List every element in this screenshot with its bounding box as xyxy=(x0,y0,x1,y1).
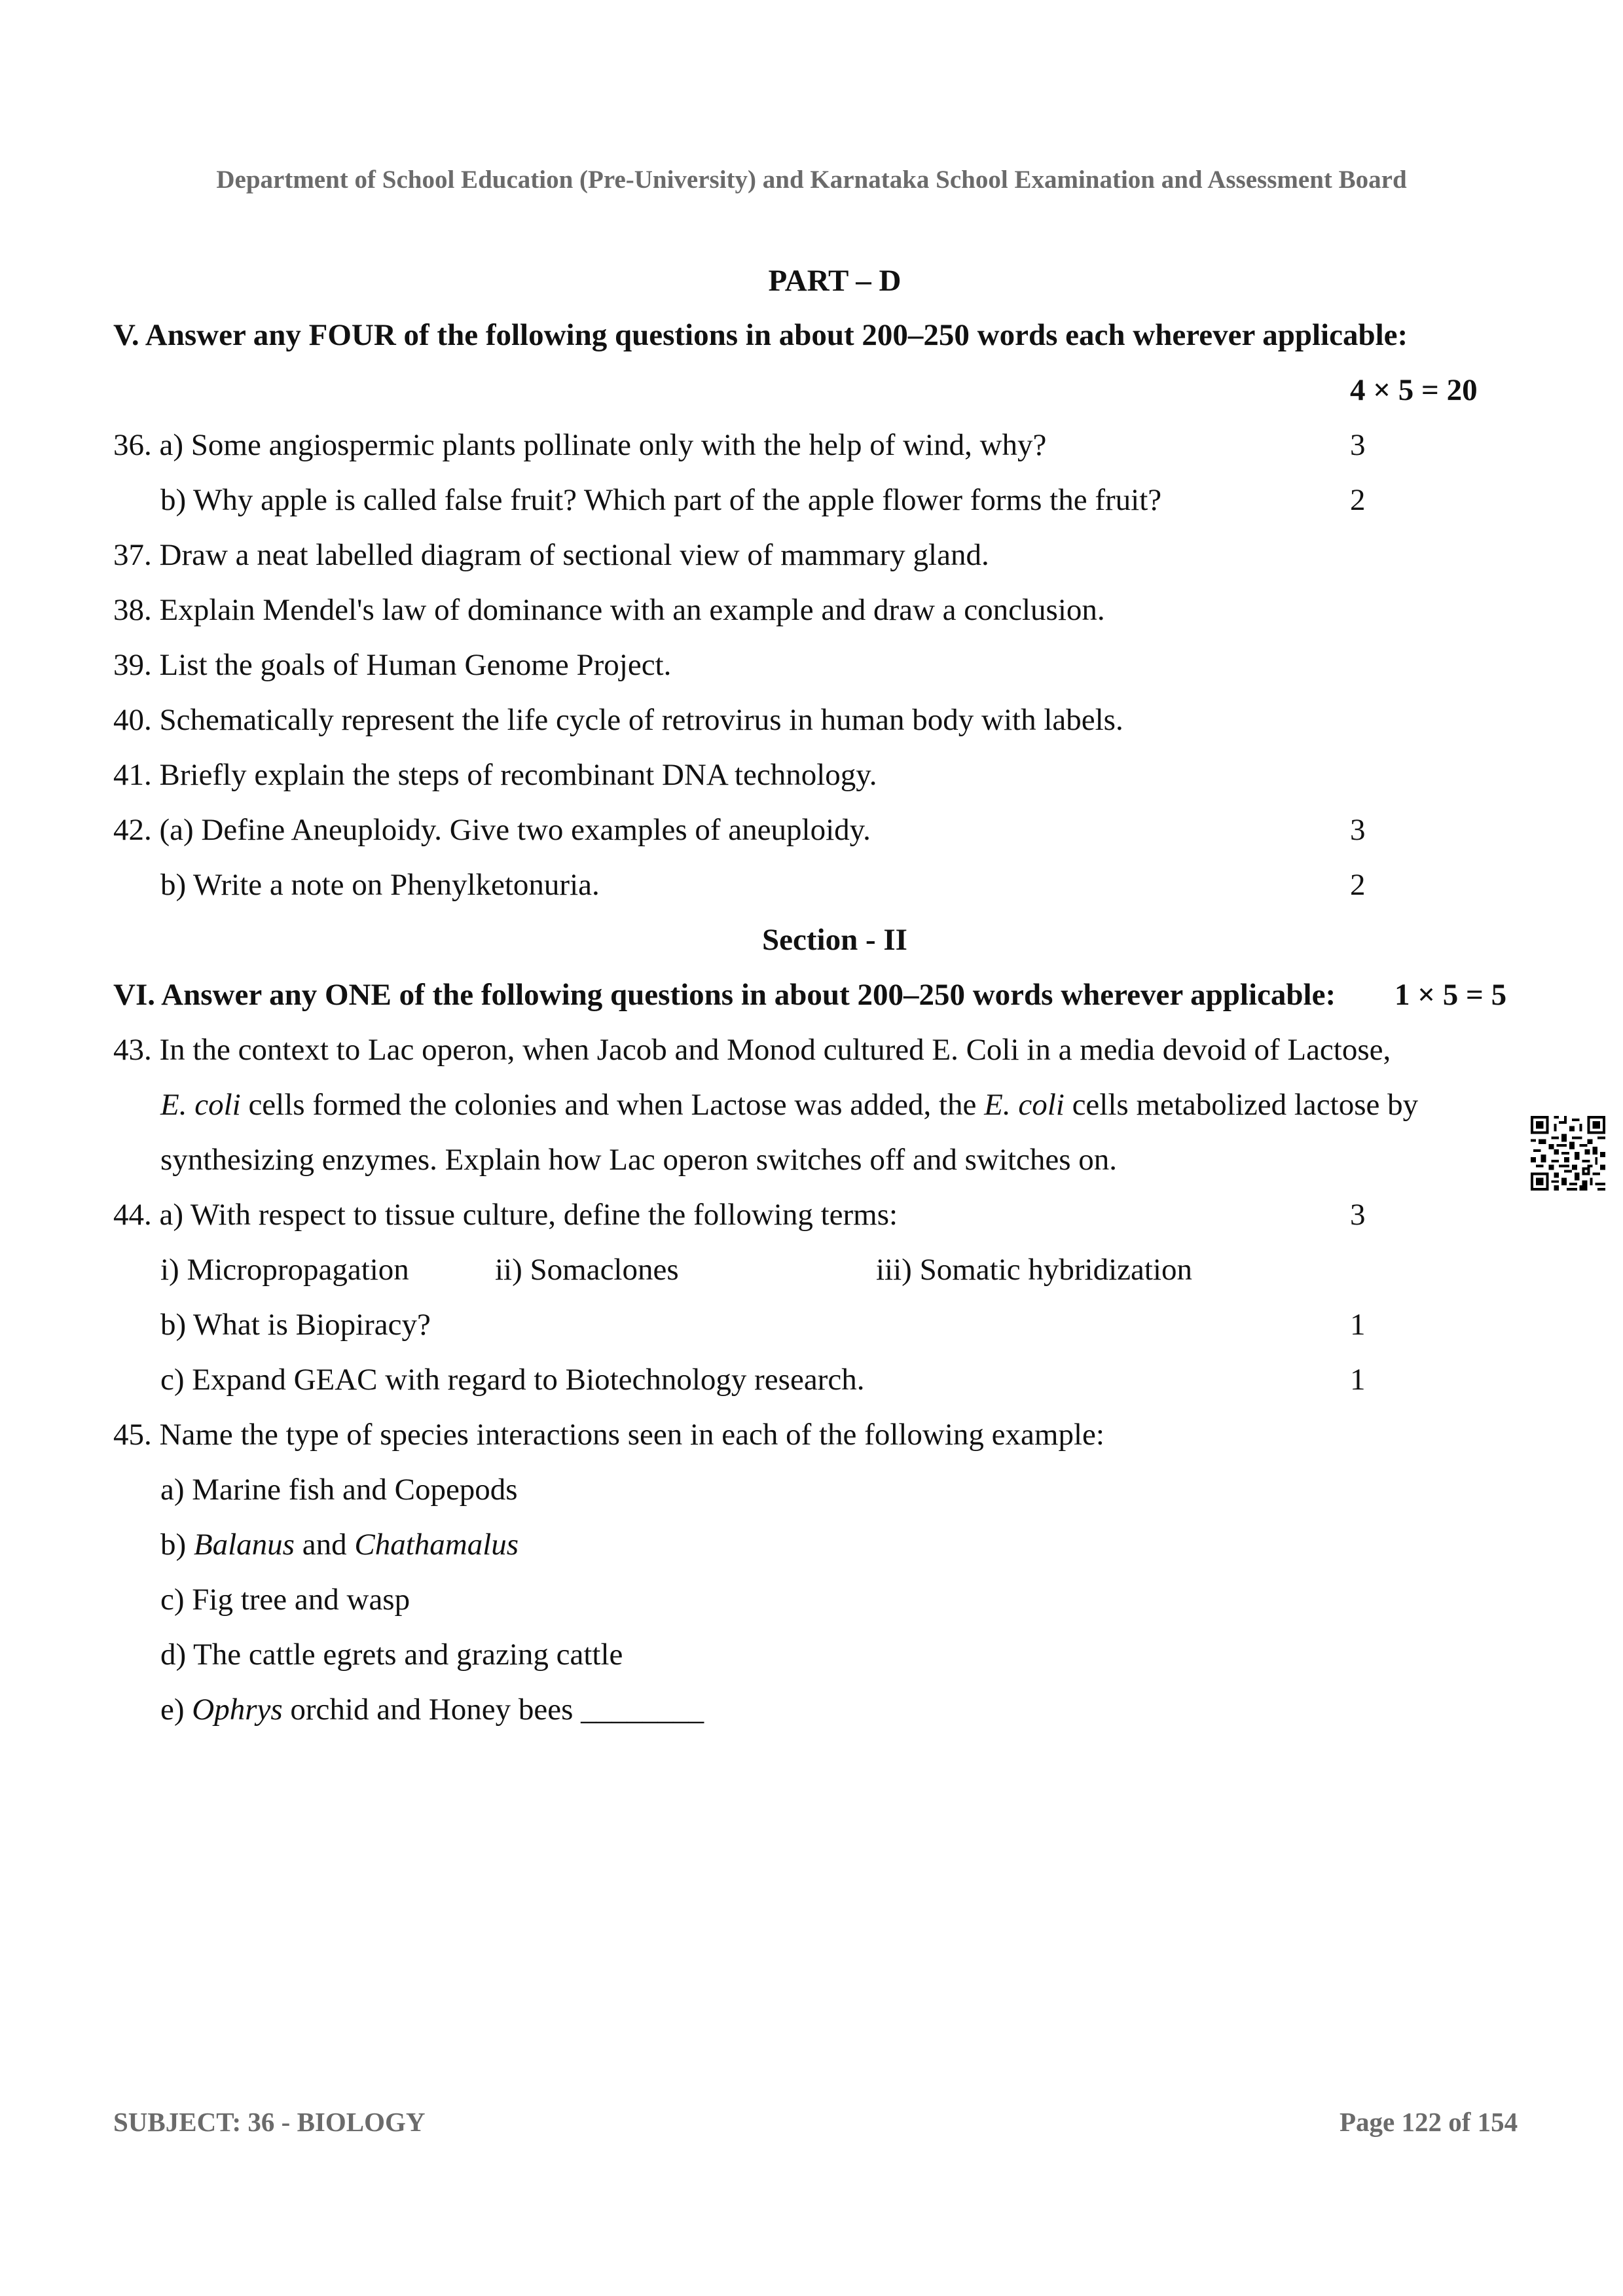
question-41: 41. Briefly explain the steps of recombinant DNA technology. xyxy=(113,758,877,792)
question-45c: c) Fig tree and wasp xyxy=(160,1583,410,1617)
question-40: 40. Schematically represent the life cycle of retrovirus in human body with labels. xyxy=(113,703,1123,737)
section-2-instruction: VI. Answer any ONE of the following questions in about 200–250 words wherever applicable: xyxy=(113,978,1336,1012)
section-2-title: Section - II xyxy=(762,923,907,957)
question-45d: d) The cattle egrets and grazing cattle xyxy=(160,1638,623,1672)
footer-subject: SUBJECT: 36 - BIOLOGY xyxy=(113,2107,426,2137)
part-d-instruction: V. Answer any FOUR of the following questions in about 200–250 words each wherever applicable: xyxy=(113,318,1408,352)
question-45a: a) Marine fish and Copepods xyxy=(160,1473,518,1507)
question-36b-marks: 2 xyxy=(1350,483,1366,517)
term-micropropagation: i) Micropropagation xyxy=(160,1253,409,1287)
part-d-title: PART – D xyxy=(768,264,902,298)
question-44a: 44. a) With respect to tissue culture, define the following terms: xyxy=(113,1198,898,1232)
species-chathamalus: Chathamalus xyxy=(354,1528,519,1562)
question-43-line-2-text-b: cells metabolized lactose by xyxy=(1064,1088,1419,1122)
question-43-line-1: 43. In the context to Lac operon, when Jacob and Monod cultured E. Coli in a media devoid of Lactose, xyxy=(113,1033,1391,1067)
question-45e xyxy=(160,1692,704,1727)
page-header: Department of School Education (Pre-University) and Karnataka School Examination and Assessment Board xyxy=(216,166,1407,194)
species-ecoli-1: E. coli xyxy=(160,1088,241,1122)
qr-code-icon xyxy=(1531,1116,1605,1191)
question-45-stem: 45. Name the type of species interactions seen in each of the following example: xyxy=(113,1418,1104,1452)
question-44c: c) Expand GEAC with regard to Biotechnology research. xyxy=(160,1363,865,1397)
question-42a: 42. (a) Define Aneuploidy. Give two examples of aneuploidy. xyxy=(113,813,871,847)
question-43-line-2-text-a: cells formed the colonies and when Lactose was added, the xyxy=(240,1088,985,1122)
question-43-line-3: synthesizing enzymes. Explain how Lac operon switches off and switches on. xyxy=(160,1143,1118,1177)
question-45b-and: and xyxy=(294,1528,355,1562)
question-44b: b) What is Biopiracy? xyxy=(160,1308,431,1342)
question-42b-marks: 2 xyxy=(1350,868,1366,902)
question-45b xyxy=(160,1527,519,1562)
species-balanus: Balanus xyxy=(193,1528,295,1562)
question-43-line-2 xyxy=(160,1087,1418,1122)
question-45e-prefix: e) xyxy=(160,1693,192,1727)
question-44a-marks: 3 xyxy=(1350,1198,1366,1232)
question-36b: b) Why apple is called false fruit? Which part of the apple flower forms the fruit? xyxy=(160,483,1162,517)
term-somaclones: ii) Somaclones xyxy=(495,1253,679,1287)
part-d-marks-total: 4 × 5 = 20 xyxy=(1350,373,1478,407)
question-45b-prefix: b) xyxy=(160,1528,194,1562)
footer-page-number: Page 122 of 154 xyxy=(1340,2107,1518,2137)
question-39: 39. List the goals of Human Genome Project. xyxy=(113,648,672,682)
species-ecoli-2: E. coli xyxy=(984,1088,1065,1122)
question-45e-rest: orchid and Honey bees ________ xyxy=(282,1693,704,1727)
question-37: 37. Draw a neat labelled diagram of sectional view of mammary gland. xyxy=(113,538,989,572)
question-36a-marks: 3 xyxy=(1350,428,1366,462)
term-somatic-hybridization: iii) Somatic hybridization xyxy=(876,1253,1192,1287)
question-42a-marks: 3 xyxy=(1350,813,1366,847)
question-42b: b) Write a note on Phenylketonuria. xyxy=(160,868,600,902)
question-44c-marks: 1 xyxy=(1350,1363,1366,1397)
question-38: 38. Explain Mendel's law of dominance with an example and draw a conclusion. xyxy=(113,593,1105,627)
question-36a: 36. a) Some angiospermic plants pollinate only with the help of wind, why? xyxy=(113,428,1047,462)
species-ophrys: Ophrys xyxy=(192,1693,283,1727)
question-44b-marks: 1 xyxy=(1350,1308,1366,1342)
section-2-marks-total: 1 × 5 = 5 xyxy=(1395,978,1507,1012)
